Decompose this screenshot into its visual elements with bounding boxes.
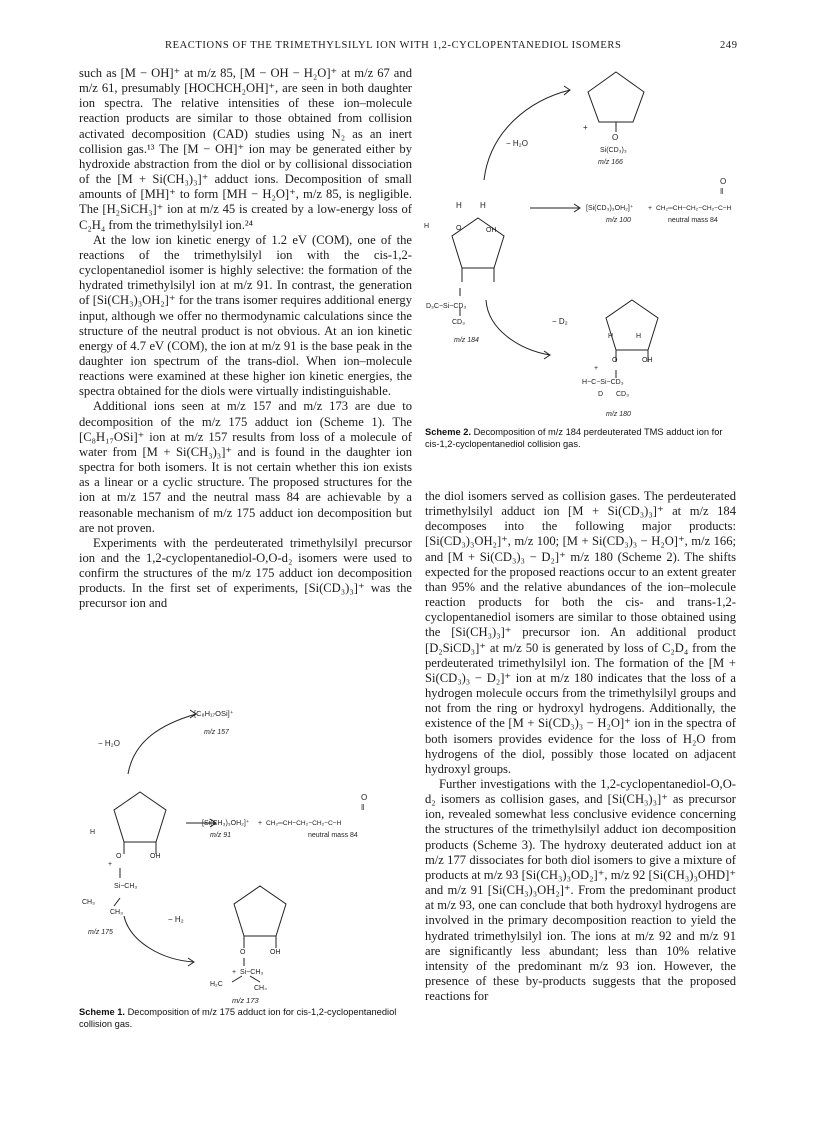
d-label: D (598, 391, 604, 398)
h-label: H (424, 223, 430, 230)
oxygen-label: O (612, 357, 618, 364)
page-number: 249 (720, 40, 738, 51)
paragraph: Further investigations with the 1,2-cyclopentanediol-O,O-d₂ isomers as collision gases, and [Si(CH₃)₃]⁺ as precursor ion, revealed somewhat less conclusive evidence concerning the structures of the trimethylsilyl adduct ion decomposition products (Scheme 3). The hydroxy deuterated adduct ion at m/z 177 dissociates for both diol isomers to give a mixture of products at m/z 93 [Si(CH₃)₃OD₂]⁺, m/z 92 [Si(CH₃)₃OHD]⁺ and m/z 91 [Si(CH₃)₃OH₂]⁺. From the predominant product at m/z 93, one can conclude that both hydroxyl hydrogens are involved in the primary decomposition reaction to yield the hydrated trimethylsilyl ion. The ions at m/z 92 and m/z 91 are significantly less abundant; less than 10% relative intensity of the predominant m/z 93 ion. However, the presence of these by-products suggests that the proposed reactions for (425, 776, 736, 1004)
si-cd3-label: Si(CD₃)₃ (600, 147, 627, 154)
plus-sign: + (648, 205, 653, 212)
plus-sign: + (594, 365, 599, 372)
hydroxyl-label: OH (486, 227, 497, 234)
left-column (79, 66, 412, 612)
running-header (0, 40, 816, 56)
caption-label: Scheme 2. (425, 427, 471, 437)
hydroxyl-label: OH (150, 853, 161, 860)
h-label: H (636, 333, 642, 340)
paragraph: At the low ion kinetic energy of 1.2 eV (COM), one of the reactions of the trimethylsilyl ion with the cis-1,2-cyclopentanediol isomer is highly selective: the formation of the hydrated trimethylsilyl ion at m/z 91. In contrast, the generation of [Si(CH₃)₃OH₂]⁺ for the trans isomer requires additional energy input, although we offer no thermodynamic calculations since the structure of the neutral product is not obvious. At an ion kinetic energy of 4.7 eV (COM), the ion at m/z 91 is the base peak in the daughter ion spectrum of the trans-diol. When ion–molecule reactions were examined at these higher ion kinetic energies, the spectra obtained for the diols were virtually indistinguishable. (79, 232, 412, 399)
caption-text: Decomposition of m/z 175 adduct ion for cis-1,2-cyclopentanediol collision gas. (79, 1007, 397, 1029)
mz-180-label: m/z 180 (606, 411, 631, 418)
carbonyl-bond: ‖ (720, 187, 724, 196)
cd3-label: CD₃ (452, 319, 465, 326)
plus-sign: + (583, 123, 588, 132)
ion-91-label: [Si(CH₃)₃OH₂]⁺ (202, 820, 250, 827)
h-label: H (480, 201, 486, 210)
si-ch3-label: Si−CH₃ (114, 883, 138, 890)
right-column (425, 489, 736, 1004)
scheme-2-caption (425, 427, 737, 450)
paragraph: Additional ions seen at m/z 157 and m/z 173 are due to decomposition of the m/z 175 adduct ion (Scheme 1). The [C₈H₁₇OSi]⁺ ion at m/z 157 results from loss of a molecule of water from [M + Si(CH₃)₃]⁺ and is found in the daughter ion spectra for both isomers. It is not certain whether this ion exists as a linear or a cyclic structure. The proposed structures for the ion at m/z 157 and the neutral mass 84 are achievable by a reasonable mechanism of m/z 175 adduct ion decomposition but are not proven. (79, 399, 412, 535)
caption-text: Decomposition of m/z 184 perdeuterated TMS adduct ion for cis-1,2-cyclopentanediol collision gas. (425, 427, 723, 449)
neutral-chain-label: CH₂═CH−CH₂−CH₂−C−H (266, 820, 342, 827)
mz-173-label: m/z 173 (232, 996, 259, 1005)
h2c-label: H₂C (210, 981, 223, 988)
neutral-chain-label: CH₂═CH−CH₂−CH₂−C−H (656, 205, 732, 212)
loss-h2-label: − H₂ (168, 915, 184, 924)
mz-166-label: m/z 166 (598, 159, 623, 166)
oxygen-label: O (116, 853, 122, 860)
ch3-label: CH₃ (82, 899, 95, 906)
scheme-2-figure (420, 60, 740, 430)
carbonyl-o-label: O (720, 177, 727, 186)
loss-h2o-label: − H₂O (506, 139, 528, 148)
ch3-label: CH₃ (254, 985, 267, 990)
neutral-mass-label: neutral mass 84 (668, 217, 718, 224)
scheme-1-caption (79, 1007, 412, 1030)
paragraph: such as [M − OH]⁺ at m/z 85, [M − OH − H₂O]⁺ at m/z 67 and m/z 61, presumably [HOCHCH₂OH]⁺, are seen in both daughter ion spectra. The relative intensities of these ion–molecule reaction products are similar to those obtained from collision activated decomposition (CAD) studies using N₂ as an inert collision gas.¹³ The [M − OH]⁺ ion may be generated either by hydroxide abstraction from the diol or by collisional dissociation of the [M + Si(CH₃)₃]⁺ adduct ions. Decomposition of small amounts of [MH]⁺ to form [MH − H₂O]⁺, m/z 85, is negligible. The [H₂SiCH₃]⁺ ion at m/z 45 is created by a low-energy loss of C₂H₄ from the trimethylsilyl ion.²⁴ (79, 66, 412, 232)
plus-sign: + (108, 861, 113, 868)
carbonyl-bond: ‖ (361, 803, 365, 812)
ch3-label: CH₃ (110, 909, 123, 916)
mz-91-label: m/z 91 (210, 832, 232, 839)
mz-175-label: m/z 175 (88, 929, 113, 936)
si-cd3-group-label: D₃C−Si−CD₃ (426, 303, 467, 310)
paragraph: the diol isomers served as collision gases. The perdeuterated trimethylsilyl adduct ion [M + Si(CD₃)₃]⁺ at m/z 184 decomposes into the following major products: [Si(CD₃)₃OH₂]⁺, m/z 100; [M + Si(CD₃)₃ − H₂O]⁺, m/z 166; and [M + Si(CD₃)₃ − D₂]⁺ m/z 180 (Scheme 2). The shifts expected for the proposed reactions occur to an extent greater than 95% and the relative abundances of the ion–molecule reaction products for both the cis- and trans-1,2-cyclopentanediol isomers are similar to those obtained using the [Si(CH₃)₃]⁺ precursor ion. An additional product [D₂SiCD₃]⁺ at m/z 50 is generated by loss of C₂D₄ from the perdeuterated trimethylsilyl ion. The formation of the [M + Si(CD₃)₃ − D₂]⁺ ion at m/z 180 indicates that the loss of a hydrogen molecule occurs from the trimethylsilyl groups and not from the ring or hydroxyl hydrogens. Additionally, the existence of the [M + Si(CD₃)₃ − H₂O]⁺ ion in the spectra of both isomers provides evidence for the loss of H₂O from hydrogens of the diol, possibly those located on adjacent hydroxyl groups. (425, 489, 736, 776)
carbonyl-o-label: O (361, 793, 368, 802)
paragraph: Experiments with the perdeuterated trimethylsilyl precursor ion and the 1,2-cyclopentanediol-O,O-d₂ isomers were used to confirm the structures of the m/z 175 adduct ion decomposition products. In the first set of experiments, [Si(CD₃)₃]⁺ was the precursor ion and (79, 535, 412, 611)
h-label: H (608, 333, 614, 340)
h-label: H (456, 201, 462, 210)
hydroxyl-label: OH (270, 949, 281, 956)
mz-157-label: m/z 157 (204, 729, 229, 736)
h-label: H (90, 829, 96, 836)
ion-157-label: [C₈H₁₇OSi]⁺ (194, 709, 234, 718)
plus-sign: + (258, 820, 263, 827)
oxygen-label: O (456, 225, 462, 232)
oxygen-label: O (240, 949, 246, 956)
cd3-label: CD₃ (616, 391, 629, 398)
running-title: REACTIONS OF THE TRIMETHYLSILYL ION WITH 1,2-CYCLOPENTANEDIOL ISOMERS (165, 40, 622, 51)
h-c-si-cd3-label: H−C−Si−CD₃ (582, 379, 624, 386)
ion-100-label: [Si(CD₃)₃OH₂]⁺ (586, 205, 634, 212)
plus-sign: + (232, 969, 237, 976)
hydroxyl-label: OH (642, 357, 653, 364)
mz-100-label: m/z 100 (606, 217, 631, 224)
si-ch3-label: Si−CH₃ (240, 969, 264, 976)
loss-h2o-label: − H₂O (98, 739, 120, 748)
oxygen-label: O (612, 133, 619, 142)
neutral-mass-label: neutral mass 84 (308, 832, 358, 839)
loss-d2-label: − D₂ (552, 317, 568, 326)
scheme-1-figure (82, 690, 402, 990)
mz-184-label: m/z 184 (454, 337, 479, 344)
caption-label: Scheme 1. (79, 1007, 125, 1017)
